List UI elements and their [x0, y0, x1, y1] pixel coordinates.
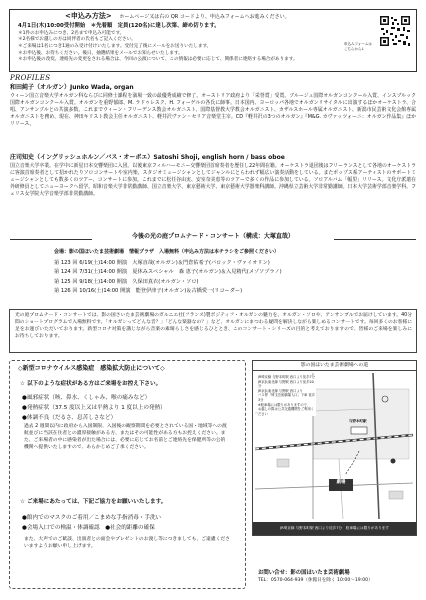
apply-line: ＊2名様でお越しの方は同伴者の氏名もご記入ください。 [18, 37, 136, 43]
promenade-title-text: 今後の光の庭プロムナード・コンサート（構成：大塚直哉） [132, 233, 294, 240]
map-legend [258, 375, 316, 416]
promenade-rule [10, 239, 92, 240]
promenade-title [95, 233, 331, 241]
map-info-bar: JR埼京線 与野本町駅 西口より徒歩7分 駐車場には限りがあります [253, 522, 416, 535]
map-legend-line: JR埼京線 与野本町駅 西口より徒歩7分 [258, 375, 315, 379]
schedule-row: 第 125 回 9/18(土)14:00 開演 久保田真衣(オルガン・ソロ) [54, 278, 199, 285]
request-item: ●会場入口での検温・体調確認 ●社会的距離の確保 [22, 525, 155, 532]
qr-caption: 申込みフォームはこちらから↓ [344, 42, 372, 51]
map-legend-line: ※駐車場には限りがありますので、 [258, 402, 311, 407]
access-map [252, 360, 417, 536]
contact-label: お問い合せ：影の国ほいたま芸術劇場 [258, 570, 350, 576]
apply-line: ＊お申込後の改変、連絡先の変更をされる場合は、今回の公演について、この情報は必要に応じて、関係者に連絡する場合があります。 [18, 57, 298, 63]
covid-section-1-note: 過去 2 週間以内に政府から入国制限、入国後の観察期間を必要とされている国・地域等への渡航並びに当該在住者との濃厚接触がある方、またはその可能性がある方もお控えください。また、ご来場者の中に感染者が出た場合には、必要に応じてお名前とご連絡先を保健所等の公的機関へ提供いたしますので、あらかじめご了承ください。 [24, 424, 227, 450]
apply-line: ＊ご来場は1名につき1通のみ受け付けいたします。受付完了後にメールをお送りいたします。 [18, 44, 212, 50]
apply-line: ＊お申込後、お待ちください。後日、抽選結果をメールでお知らせいたします。 [18, 50, 183, 56]
profile-organ-name: 和田純子（オルガン）Junko Wada, organ [10, 84, 134, 91]
map-legend-line: JR京浜東北線 与野駅 西口より徒歩20分 [258, 379, 314, 389]
map-theater-label: 劇場 [336, 480, 346, 485]
apply-box [9, 9, 417, 72]
request-list [22, 513, 161, 533]
qr-code-icon[interactable] [379, 15, 411, 47]
schedule-row: 第 126 回 10/16(土)14:00 開演 能登伊津子(オルガン)＆古橋愛一(リコーダー) [54, 288, 243, 295]
covid-box [9, 360, 246, 589]
apply-lines [18, 23, 338, 64]
request-item: ●館内でのマスクのご着用／こまめな手指消毒・手洗い [22, 515, 162, 521]
promenade-description-box [9, 309, 417, 353]
covid-section-1: ☆ 以下のような症状がある方はご来場をお控え下さい。 [20, 381, 162, 387]
map-legend-line: JR京浜東北線 与野駅 西口より [258, 388, 303, 393]
apply-line: ＊1件のお申込みにつき、2名まで申込み可能です。 [18, 30, 125, 36]
apply-line: 4月1日(木)10:00受付開始 ＊先着順 定員(120名)に達し次第、締め切ります。 [18, 23, 220, 29]
map-legend-line: バス停「埼玉芸術劇場入口」下車 徒歩3分 [258, 393, 316, 403]
promenade-rule [334, 239, 416, 240]
promenade-schedule [54, 259, 282, 297]
profiles-heading: PROFILES [10, 74, 51, 82]
apply-title: <申込み方法> [65, 12, 112, 20]
symptom-item: ●発熱症状（37.5 度以上又は平熱より 1 度以上の発熱） [22, 405, 166, 412]
symptom-list [22, 393, 166, 424]
map-caption: 影の国ほいたま芸術劇場への道 [253, 361, 416, 371]
covid-section-2-note: また、大声でのご歓談、出演者との面会やプレゼントのお渡し等につきましても、ご遠慮くださいますようお願い申し上げます。 [24, 537, 230, 549]
contact-tel[interactable]: TEL：0570-064-939（休館日を除く 10:00〜19:00） [258, 578, 373, 584]
promenade-description: 光の庭プロムナード・コンサートでは、影の国さいたま芸術劇場のガルニエ社(フランス)製ポジティフ・オルガンの魅力を、オルガン・ソロや、アンサンブルでお届けしています。40分間のショートプログラムで入場無料です。「オルガンってどんな音？」「どんな楽器なの？」など、オルガンにまつわる疑問を解決しながら楽しめるコンサートです。毎回多くのお客様に足をお運びいただいております。新型コロナ対策を講じながら音楽の素晴らしさを感じるひととき、このコンサート・シリーズの目的と考えておりますので、皆様のご来場を楽しみにお待ちしております。 [15, 313, 412, 339]
profile-organ-body: ウィーン国立音楽大学オルガン科ならびに同修士課程を満場一致の最優秀成績で修了。オーストリア政府より「栄誉賞」受賞。ブルージュ国際オルガンコンクール入賞、インスブルック国際オルガンコンクール入賞。オルガンを重野郁郎、M. ラドゥレスク、H. フォーゲルの各氏に師事。日本国内、ヨーロッパ各地でオルガンリサイタルに出演するほかオーケストラ、合唱、アンサンブルとの共演多数。これまでウィーン・フリーデンス教会オルガニスト、国際基督教大学教会オルガニスト、カザルスホール専属オルガニスト、新潟市民芸術文化会館専属オルガニストを務め、現在、神田キリスト教会主任オルガニスト、軽井沢ヴァン・セリア音楽堂主宰。CD『軽井沢の3つのオルガン』『M&G. カヴァッツォーニ：オルガン作品集』ほかリリース。 [10, 93, 416, 127]
schedule-row: 第 123 回 6/19(土)14:00 開演 大塚直哉(オルガン)＆門倉佑希子(バロック・ヴァイオリン) [54, 260, 270, 266]
covid-title: ◇新型コロナウイルス感染症 感染拡大防止について◇ [18, 365, 165, 372]
contact-block [258, 570, 418, 584]
map-station-label: 与野本町駅 [349, 419, 367, 423]
promenade-venue-note: 会場：影の国ほいたま芸術劇場 情報プラザ 入場無料（申込み方法は本チラシをご参照ください） [54, 249, 280, 255]
symptom-item: ●風邪症状（咳、鼻水、くしゃみ、喉の痛みなど） [22, 395, 151, 401]
profile-oboe-name: 庄司知史（イングリッシュホルン／バス・オーボエ）Satoshi Shoji, english horn / bass oboe [10, 154, 285, 161]
profile-oboe-body: 国立音楽大学卒業。在学中に新星日本交響楽団に入団。以後東京フィルハーモニー交響楽団首席奏者を歴任し22年間在籍。オーケストラ退団後はフリーランスとして各地のオーケストラに客演首席奏者として招かれたりソロコンサートや室内楽、スタジオミュージシャンとしてジャンルにとらわれず幅広い演奏活動をしている。またポップス系アーティストのサポートミュージシャンとしても数多くのツアー、コンサートに参加。これまでに松任谷由実、安室奈美恵等のツアーで多くの作品に参加している。ソロアルバム「幅里」リリース。文化庁派遣在外研修員としてニューヨークへ留学。昭和音楽大学非常勤講師、国立音楽大学、東京藝術大学、東京藝術大学器楽科講師。沖縄県立芸術大学非常勤講師。日本大学芸術学部音楽学科、フェリス女学院大学音楽学部非常勤講師。 [10, 163, 416, 197]
covid-section-2: ☆ ご来場にあたっては、下記ご協力をお願いいたします。 [20, 499, 167, 505]
symptom-item: ●体調不良（だるさ、息苦しさなど） [22, 415, 117, 422]
schedule-row: 第 124 回 7/31(土)14:00 開演 夏休みスペシャル 森 恵子(オルガン)＆入見精代(メゾソプラノ) [54, 269, 282, 276]
apply-subtitle: ホームページ又は右の QR コードより、申込みフォームへお進みください。 [119, 14, 290, 20]
map-legend-line: お越しの際は公共交通機関をご利用ください [258, 407, 315, 416]
